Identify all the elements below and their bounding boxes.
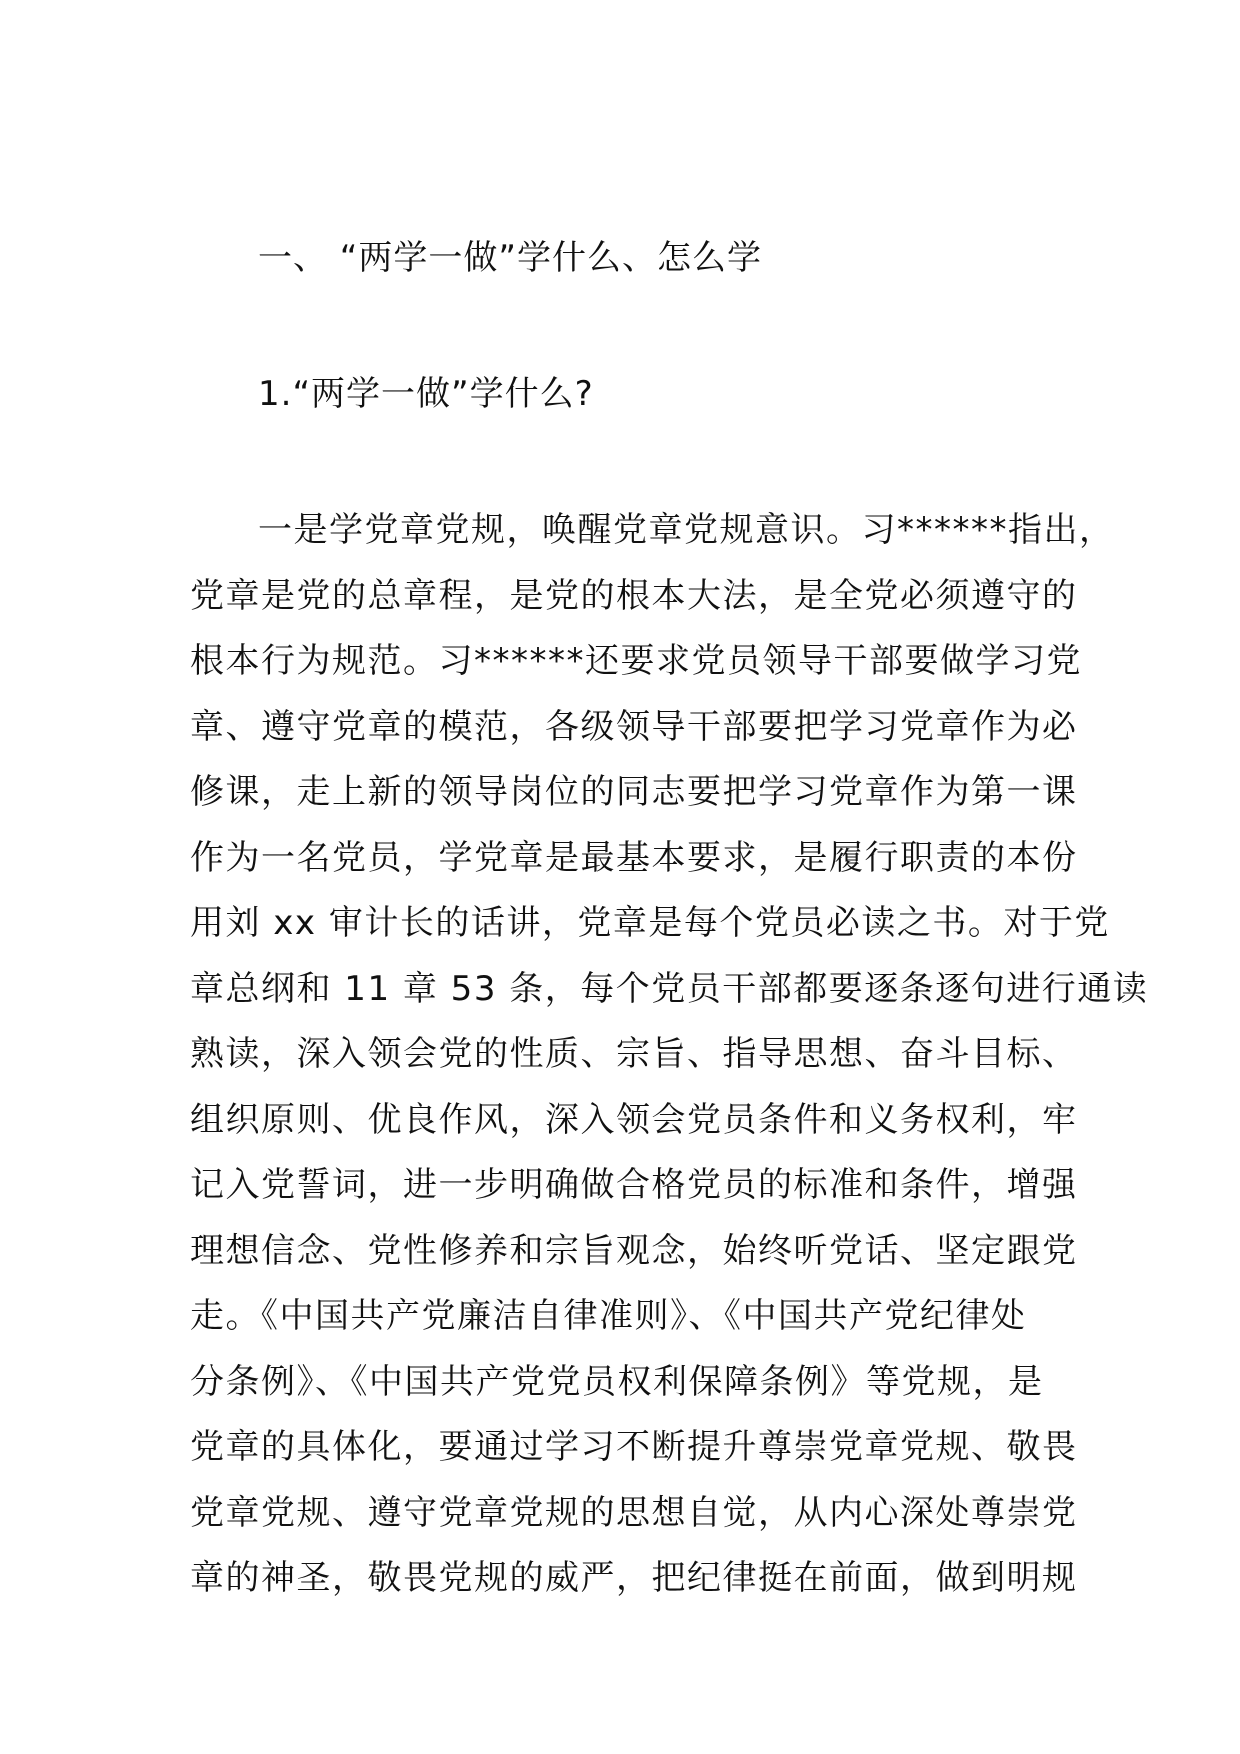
- paragraph-line: 走。《中国共产党廉洁自律准则》、《中国共产党纪律处: [190, 1296, 1027, 1336]
- paragraph-line: 党章是党的总章程，是党的根本大法，是全党必须遵守的: [190, 575, 1078, 616]
- paragraph-line: 理想信念、党性修养和宗旨观念，始终听党话、坚定跟党: [190, 1230, 1078, 1271]
- paragraph-line: 用刘 xx 审计长的话讲，党章是每个党员必读之书。对于党: [190, 903, 1110, 943]
- paragraph-line: 章总纲和 11 章 53 条，每个党员干部都要逐条逐句进行通读: [190, 968, 1149, 1009]
- paragraph-line: 一是学党章党规，唤醒党章党规意识。习******指出，: [258, 510, 1115, 550]
- paragraph-line: 章、遵守党章的模范，各级领导干部要把学习党章作为必: [190, 706, 1078, 747]
- paragraph-line: 党章的具体化，要通过学习不断提升尊崇党章党规、敬畏: [190, 1427, 1078, 1467]
- paragraph-line: 修课，走上新的领导岗位的同志要把学习党章作为第一课: [190, 772, 1078, 812]
- paragraph-line: 分条例》、《中国共产党党员权利保障条例》等党规，是: [190, 1361, 1044, 1402]
- paragraph-line: 党章党规、遵守党章党规的思想自觉，从内心深处尊崇党: [190, 1492, 1078, 1533]
- paragraph-line: 作为一名党员，学党章是最基本要求，是履行职责的本份: [190, 837, 1078, 878]
- paragraph-line: 根本行为规范。习******还要求党员领导干部要做学习党: [190, 641, 1082, 681]
- subsection-heading: 1.“两学一做”学什么?: [258, 374, 594, 414]
- paragraph-line: 章的神圣，敬畏党规的威严，把纪律挺在前面，做到明规: [190, 1558, 1078, 1598]
- body-paragraph: [190, 498, 1149, 1612]
- paragraph-line: 记入党誓词，进一步明确做合格党员的标准和条件，增强: [190, 1165, 1078, 1205]
- section-heading: 一、 “两学一做”学什么、怎么学: [258, 238, 763, 278]
- paragraph-line: 组织原则、优良作风，深入领会党员条件和义务权利，牢: [190, 1099, 1078, 1140]
- paragraph-line: 熟读，深入领会党的性质、宗旨、指导思想、奋斗目标、: [190, 1034, 1078, 1074]
